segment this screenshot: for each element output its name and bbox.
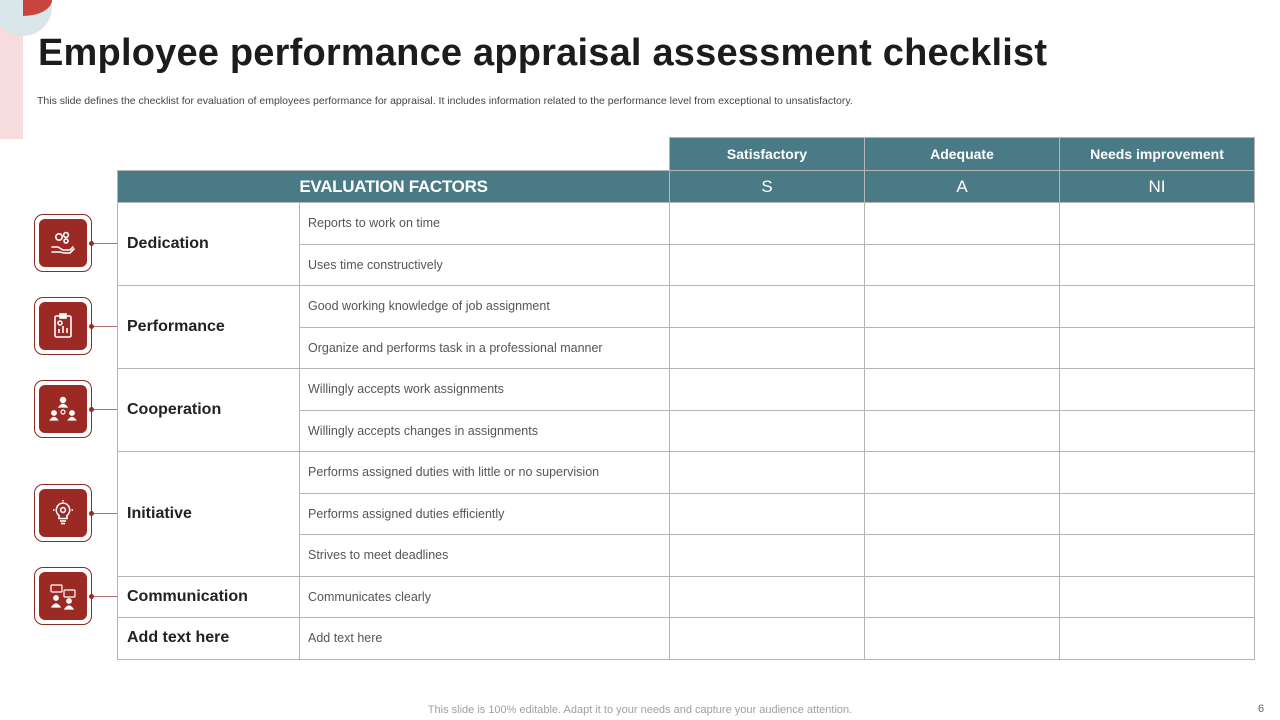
checkbox-cell-a[interactable] bbox=[865, 535, 1060, 577]
criterion-cell: Strives to meet deadlines bbox=[300, 535, 670, 577]
table-row bbox=[118, 452, 1255, 494]
checkbox-cell-s[interactable] bbox=[670, 244, 865, 286]
connector-line bbox=[92, 513, 117, 514]
connector-line bbox=[92, 409, 117, 410]
people-chat-icon bbox=[34, 567, 92, 625]
table-row bbox=[118, 286, 1255, 328]
checkbox-cell-ni[interactable] bbox=[1060, 452, 1255, 494]
checkbox-cell-a[interactable] bbox=[865, 327, 1060, 369]
criterion-cell: Communicates clearly bbox=[300, 576, 670, 618]
rating-header-adequate: Adequate bbox=[865, 138, 1060, 171]
checkbox-cell-ni[interactable] bbox=[1060, 286, 1255, 328]
checkbox-cell-s[interactable] bbox=[670, 576, 865, 618]
category-performance: Performance bbox=[118, 286, 300, 369]
checkbox-cell-s[interactable] bbox=[670, 369, 865, 411]
category-communication: Communication bbox=[118, 576, 300, 618]
criterion-cell: Willingly accepts work assignments bbox=[300, 369, 670, 411]
checkbox-cell-ni[interactable] bbox=[1060, 203, 1255, 245]
checkbox-cell-ni[interactable] bbox=[1060, 327, 1255, 369]
clipboard-chart-icon bbox=[34, 297, 92, 355]
table-row bbox=[118, 369, 1255, 411]
connector-line bbox=[92, 596, 117, 597]
checkbox-cell-s[interactable] bbox=[670, 410, 865, 452]
rating-abbr-a: A bbox=[865, 171, 1060, 203]
table-row bbox=[118, 576, 1255, 618]
checkbox-cell-s[interactable] bbox=[670, 327, 865, 369]
category-dedication: Dedication bbox=[118, 203, 300, 286]
hand-gears-icon bbox=[34, 214, 92, 272]
checkbox-cell-ni[interactable] bbox=[1060, 618, 1255, 660]
checkbox-cell-s[interactable] bbox=[670, 535, 865, 577]
checkbox-cell-ni[interactable] bbox=[1060, 576, 1255, 618]
checkbox-cell-a[interactable] bbox=[865, 203, 1060, 245]
connector-line bbox=[92, 326, 117, 327]
checkbox-cell-a[interactable] bbox=[865, 576, 1060, 618]
rating-header-satisfactory: Satisfactory bbox=[670, 138, 865, 171]
checkbox-cell-s[interactable] bbox=[670, 618, 865, 660]
slide-title: Employee performance appraisal assessment checklist bbox=[38, 32, 1048, 74]
page-number: 6 bbox=[1258, 703, 1265, 715]
criterion-cell: Reports to work on time bbox=[300, 203, 670, 245]
checkbox-cell-s[interactable] bbox=[670, 286, 865, 328]
checkbox-cell-ni[interactable] bbox=[1060, 410, 1255, 452]
checkbox-cell-s[interactable] bbox=[670, 203, 865, 245]
lightbulb-gear-icon bbox=[34, 484, 92, 542]
checkbox-cell-ni[interactable] bbox=[1060, 244, 1255, 286]
team-network-icon bbox=[34, 380, 92, 438]
rating-abbr-ni: NI bbox=[1060, 171, 1255, 203]
checkbox-cell-s[interactable] bbox=[670, 493, 865, 535]
slide-subtitle: This slide defines the checklist for evaluation of employees performance for appraisal. It includes information related to the performance level from exceptional to unsatisfactory. bbox=[37, 95, 853, 107]
checkbox-cell-s[interactable] bbox=[670, 452, 865, 494]
rating-abbr-s: S bbox=[670, 171, 865, 203]
rating-header-needs-improvement: Needs improvement bbox=[1060, 138, 1255, 171]
category-cooperation: Cooperation bbox=[118, 369, 300, 452]
checkbox-cell-ni[interactable] bbox=[1060, 535, 1255, 577]
checkbox-cell-ni[interactable] bbox=[1060, 493, 1255, 535]
table-row bbox=[118, 203, 1255, 245]
checkbox-cell-a[interactable] bbox=[865, 493, 1060, 535]
table-row bbox=[118, 618, 1255, 660]
criterion-cell: Willingly accepts changes in assignments bbox=[300, 410, 670, 452]
appraisal-checklist-table bbox=[117, 137, 1255, 660]
checkbox-cell-a[interactable] bbox=[865, 244, 1060, 286]
checkbox-cell-a[interactable] bbox=[865, 410, 1060, 452]
category-add-text: Add text here bbox=[118, 618, 300, 660]
connector-line bbox=[92, 243, 117, 244]
category-initiative: Initiative bbox=[118, 452, 300, 577]
criterion-cell: Add text here bbox=[300, 618, 670, 660]
criterion-cell: Performs assigned duties efficiently bbox=[300, 493, 670, 535]
criterion-cell: Performs assigned duties with little or no supervision bbox=[300, 452, 670, 494]
header-spacer bbox=[118, 138, 670, 171]
checkbox-cell-ni[interactable] bbox=[1060, 369, 1255, 411]
criterion-cell: Good working knowledge of job assignment bbox=[300, 286, 670, 328]
checkbox-cell-a[interactable] bbox=[865, 452, 1060, 494]
criterion-cell: Organize and performs task in a professional manner bbox=[300, 327, 670, 369]
checkbox-cell-a[interactable] bbox=[865, 286, 1060, 328]
checkbox-cell-a[interactable] bbox=[865, 618, 1060, 660]
evaluation-factors-header: EVALUATION FACTORS bbox=[118, 171, 670, 203]
footer-note: This slide is 100% editable. Adapt it to your needs and capture your audience attention. bbox=[427, 704, 853, 716]
criterion-cell: Uses time constructively bbox=[300, 244, 670, 286]
checkbox-cell-a[interactable] bbox=[865, 369, 1060, 411]
